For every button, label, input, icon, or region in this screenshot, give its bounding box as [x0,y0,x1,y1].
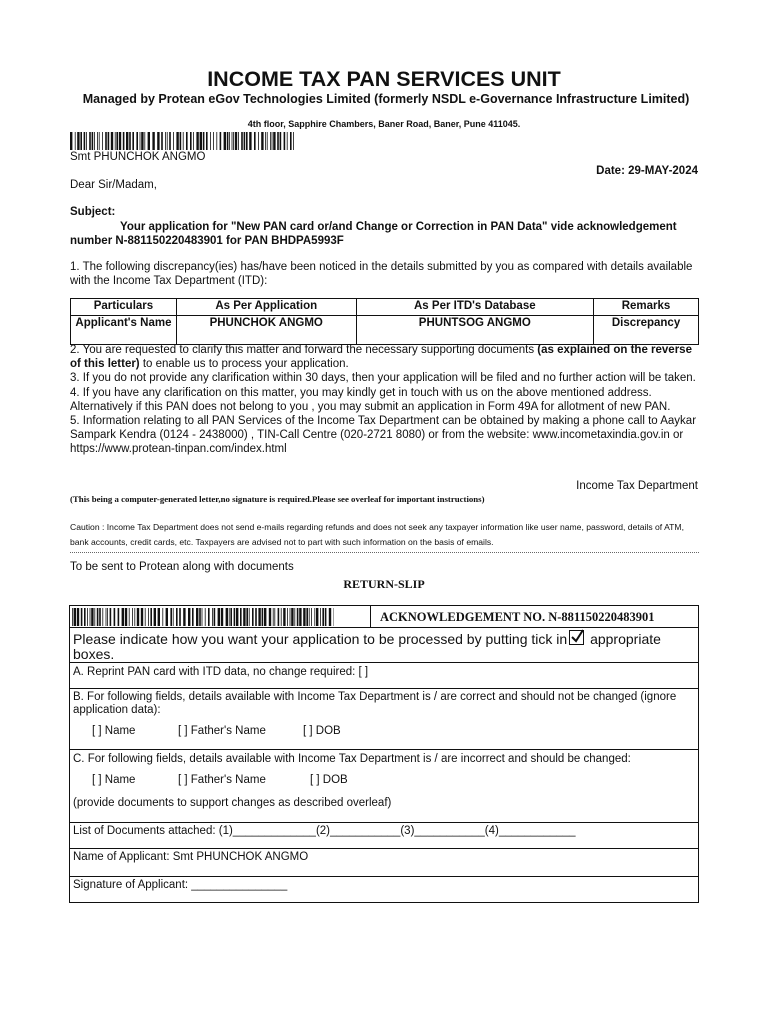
column-header: As Per Application [176,299,356,316]
barcode-graphic [72,608,334,626]
cell-divider [370,606,371,627]
subject-text: Your application for "New PAN card or/and Change or Correction in PAN Data" vide acknowledgement number N-881150220483901 for PAN BHDPA5993F [70,221,677,247]
documents-field[interactable]: List of Documents attached: (1)_____________(2)___________(3)___________(4)____________ [73,825,576,837]
row-divider [70,749,698,750]
paragraph-3: 3. If you do not provide any clarification within 30 days, then your application will be filed and no further action will be taken. [70,372,696,385]
option-c-name-checkbox[interactable]: [ ] Name [92,774,136,786]
tick-instruction [73,630,693,662]
paragraph-2-text: 2. You are requested to clarify this matter and forward the necessary supporting documents [70,344,538,356]
paragraph-4: 4. If you have any clarification on this matter, you may kindly get in touch with us on the above mentioned address. Alternatively if this PAN does not belong to you , you may submit an application in Form 49A for allotment of new PAN. [70,386,671,413]
row-divider [70,876,698,877]
paragraph-1: 1. The following discrepancy(ies) has/have been noticed in the details submitted by you as compared with details available with the Income Tax Department (ITD): [70,261,693,287]
paragraph-2 [70,343,700,371]
row-divider [70,688,698,689]
signatory: Income Tax Department [576,480,698,492]
paragraph-2-emphasis: (as explained on the reverse of this letter) [70,344,692,371]
option-b: B. For following fields, details available with Income Tax Department is / are correct and should not be changed (ignore application data): [73,691,677,716]
column-header: As Per ITD's Database [356,299,594,316]
applicant-name-field[interactable]: Name of Applicant: Smt PHUNCHOK ANGMO [73,851,309,863]
letter-body [70,343,700,457]
checkbox-tick-icon [569,630,584,645]
return-slip-form [69,605,699,903]
addressee-name: Smt PHUNCHOK ANGMO [70,151,206,163]
computer-generated-note: (This being a computer-generated letter,no signature is required.Please see overleaf for important instructions) [70,494,485,504]
option-c-fathers-name-checkbox[interactable]: [ ] Father's Name [178,774,266,786]
barcode-graphic [70,132,294,150]
table-cell: Discrepancy [594,316,699,345]
table-cell: Applicant's Name [71,316,177,345]
discrepancy-table [70,298,699,345]
table-header-row [71,299,699,316]
return-slip-title: RETURN-SLIP [343,577,425,591]
row-divider [70,848,698,849]
option-c-note: (provide documents to support changes as described overleaf) [73,797,392,809]
column-header: Remarks [594,299,699,316]
caution-note: Caution : Income Tax Department does not send e-mails regarding refunds and does not seek any taxpayer information like user name, password, details of ATM, bank accounts, credit cards, etc. Taxpayers are advised not to part with such information on the basis of emails. [70,522,684,547]
salutation: Dear Sir/Madam, [70,179,157,191]
table-cell: PHUNCHOK ANGMO [176,316,356,345]
instruction-text-end: appropriate boxes. [73,631,661,662]
option-c: C. For following fields, details available with Income Tax Department is / are incorrect and should be changed: [73,753,631,765]
cut-line-divider [70,552,699,553]
instruction-text: Please indicate how you want your application to be processed by putting tick in [73,631,568,647]
paragraph-2-text-end: to enable us to process your application. [139,358,349,371]
option-c-dob-checkbox[interactable]: [ ] DOB [310,774,348,786]
option-b-name-checkbox[interactable]: [ ] Name [92,725,136,737]
row-divider [70,822,698,823]
managed-by-line: Managed by Protean eGov Technologies Limited (formerly NSDL e-Governance Infrastructure Limited) [82,92,690,106]
signature-field[interactable]: Signature of Applicant: _______________ [73,879,288,891]
subject-label: Subject: [70,206,116,218]
office-address: 4th floor, Sapphire Chambers, Baner Road, Baner, Pune 411045. [247,119,521,129]
table-cell: PHUNTSOG ANGMO [356,316,594,345]
option-a[interactable]: A. Reprint PAN card with ITD data, no change required: [ ] [73,666,369,678]
column-header: Particulars [71,299,177,316]
letter-date: Date: 29-MAY-2024 [596,165,698,177]
row-divider [70,662,698,663]
option-b-dob-checkbox[interactable]: [ ] DOB [303,725,341,737]
row-divider [70,627,698,628]
table-row [71,316,699,345]
paragraph-5: 5. Information relating to all PAN Services of the Income Tax Department can be obtained by making a phone call to Aaykar Sampark Kendra (0124 - 2438000) , TIN-Call Centre (020-2721 8080) or from the website: www.incometaxindia.gov.in or https://www.protean-tinpan.com/index.html [70,415,697,456]
send-instruction: To be sent to Protean along with documents [70,561,294,573]
acknowledgement-number: ACKNOWLEDGEMENT NO. N-881150220483901 [380,610,655,624]
page-title: INCOME TAX PAN SERVICES UNIT [207,67,561,91]
option-b-fathers-name-checkbox[interactable]: [ ] Father's Name [178,725,266,737]
